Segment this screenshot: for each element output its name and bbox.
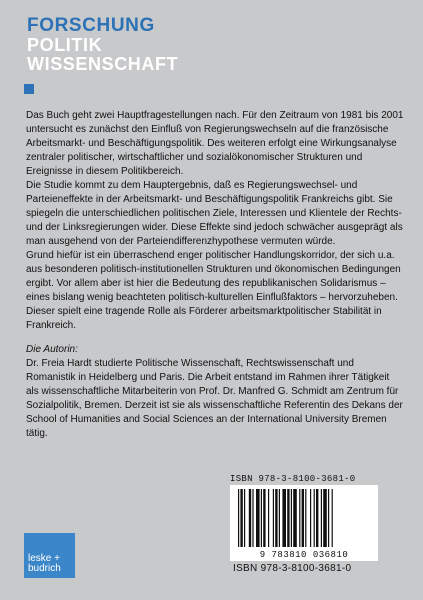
barcode-bar [256, 489, 260, 547]
barcode-bar [273, 489, 274, 547]
barcode-bar [310, 489, 311, 547]
barcode-bar [316, 489, 318, 547]
barcode-bar [244, 489, 245, 547]
barcode-bar [268, 489, 269, 547]
barcode-bar [263, 489, 265, 547]
barcode-bar [293, 489, 297, 547]
blurb-paragraph-3: Grund hiefür ist ein überraschend enger politischer Handlungskorridor, der sich u.a. aus besonderen politisch-institutionellen Strukturen und ökonomischen Bedingungen ergibt. Vor allem aber ist hier die Bedeutung des republikanischen Solidarismus – eines bislang wenig beachteten politisch-kulturellen Einflußfaktors – hervorzuheben. Dieser spielt eine tragende Rolle als Förderer arbeitsmarktpolitischer Stabilität in Frankreich. [26, 250, 401, 331]
blurb-paragraph-1: Das Buch geht zwei Hauptfragestellungen nach. Für den Zeitraum von 1981 bis 2001 untersucht es zunächst den Einfluß von Regierungswechseln auf die französische Arbeitsmarkt- und Beschäftigungspolitik. Des weiteren erfolgt eine Wirkungsanalyse zentraler politischer, wirtschaftlicher und sozialökonomischer Strukturen und Ereignisse in diesem Politikbereich. [26, 110, 404, 177]
barcode-bar [275, 489, 277, 547]
series-line-forschung: FORSCHUNG [27, 15, 155, 36]
barcode-bar [252, 489, 253, 547]
barcode-bar [291, 489, 292, 547]
series-line-politik: POLITIK [27, 35, 103, 55]
barcode-bar [323, 489, 327, 547]
series-line-wissenschaft: WISSENSCHAFT [27, 54, 179, 74]
accent-square [24, 84, 34, 94]
barcode-bars [230, 485, 378, 549]
series-title [27, 16, 178, 73]
blurb [26, 109, 404, 441]
blurb-paragraph-2: Die Studie kommt zu dem Hauptergebnis, daß es Regierungswechsel- und Parteieneffekte in der Arbeitsmarkt- und Beschäftigungspolitik Frankreichs gibt. Sie spiegeln die unterschiedlichen politischen Ziele, Interessen und Klientele der Rechts- und der Linksregierungen wider. Diese Effekte sind jedoch schwächer ausgeprägt als man ausgehend von der Parteiendifferenzhypothese vermuten würde. [26, 180, 403, 247]
publisher-logo-line1: leske + [28, 553, 60, 564]
barcode-bar [314, 489, 315, 547]
barcode-bar [249, 489, 251, 547]
barcode-bar [240, 489, 242, 547]
barcode-bar [287, 489, 289, 547]
spacer [26, 333, 404, 343]
publisher-logo-line2: budrich [28, 563, 61, 574]
barcode-bar [332, 489, 333, 547]
barcode-digits: 9 783810 036810 [230, 549, 378, 561]
barcode-bar [305, 489, 306, 547]
isbn-top-label: ISBN 978-3-8100-3681-0 [230, 474, 356, 484]
publisher-logo [24, 533, 75, 578]
barcode-bar [328, 489, 329, 547]
barcode-bar [299, 489, 300, 547]
author-bio: Dr. Freia Hardt studierte Politische Wissenschaft, Rechtswissenschaft und Romanistik in Heidelberg und Paris. Die Arbeit entstand im Rahmen ihrer Tätigkeit als wissenschaftliche Mitarbeiterin von Prof. Dr. Manfred G. Schmidt am Zentrum für Sozialpolitik, Bremen. Derzeit ist sie als wissenschaftliche Referentin des Dekans der School of Humanities and Social Sciences an der International University Bremen tätig. [26, 358, 403, 439]
barcode-bar [321, 489, 322, 547]
barcode-bar [302, 489, 304, 547]
barcode-bar [261, 489, 262, 547]
barcode-bar [282, 489, 286, 547]
barcode-bar [279, 489, 280, 547]
barcode-bar [238, 489, 239, 547]
isbn-bottom-label: ISBN 978-3-8100-3681-0 [233, 563, 352, 574]
barcode [230, 485, 378, 549]
author-heading: Die Autorin: [26, 344, 78, 355]
